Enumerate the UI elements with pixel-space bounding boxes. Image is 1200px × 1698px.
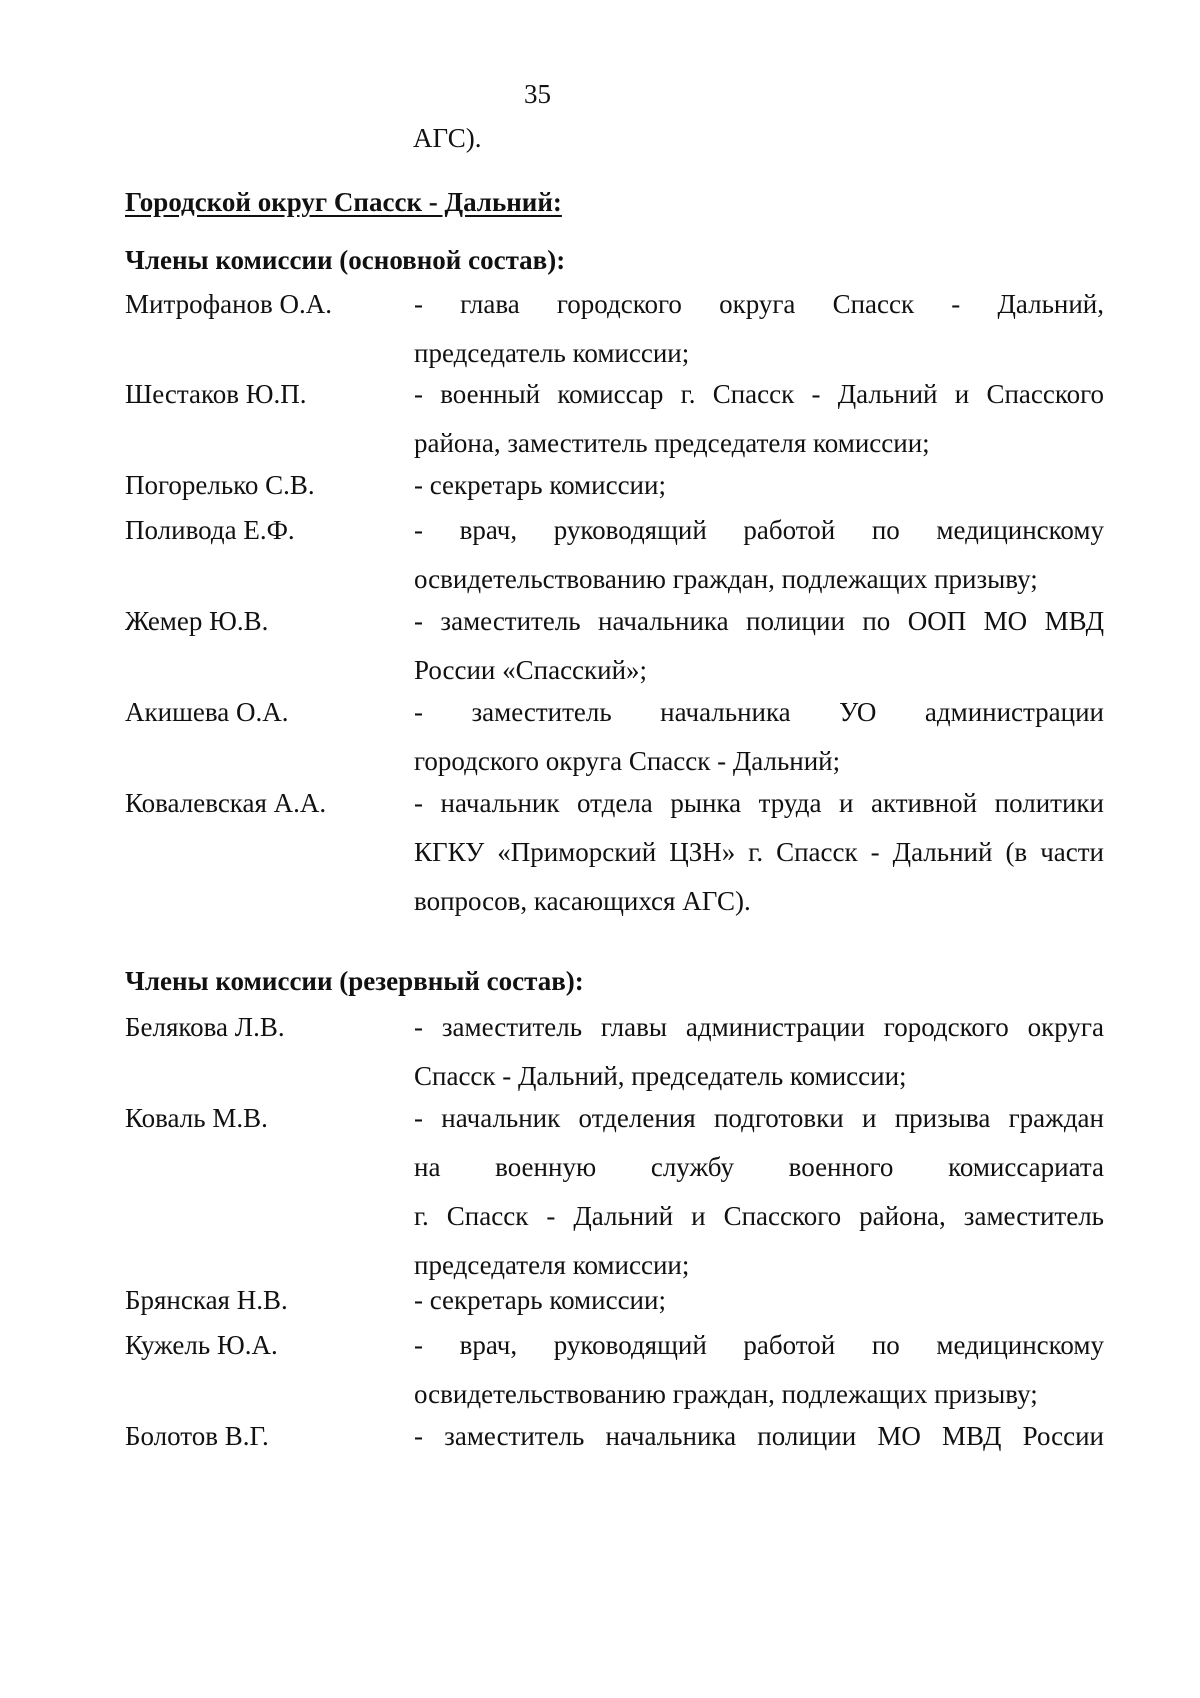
main-section-heading: Члены комиссии (основной состав): [125,245,566,275]
member-name: Болотов В.Г. [125,1421,269,1451]
page-number: 35 [524,79,551,109]
role-line: - начальник отдела рынка труда и активной политики [414,788,1104,818]
role-line: - врач, руководящий работой по медицинскому [414,515,1104,545]
member-entry [125,280,1105,378]
role-line: - заместитель начальника полиции МО МВД России [414,1421,1104,1451]
member-role [414,506,1104,604]
role-line: - врач, руководящий работой по медицинскому [414,1330,1104,1360]
member-name: Погорелько С.В. [125,470,315,500]
member-entry [125,461,1105,510]
member-name: Ковалевская А.А. [125,788,327,818]
member-role [414,688,1104,786]
role-line: г. Спасск - Дальний и Спасского района, заместитель [414,1201,1104,1231]
role-line: - заместитель главы администрации городского округа [414,1012,1104,1042]
role-line: района, заместитель председателя комиссии; [414,428,930,458]
role-line: - глава городского округа Спасск - Дальний, [414,289,1104,319]
role-line: - начальник отделения подготовки и призыва граждан [414,1103,1104,1133]
member-name: Шестаков Ю.П. [125,379,307,409]
member-entry [125,506,1105,604]
member-entry [125,779,1105,926]
role-line: председателя комиссии; [414,1250,690,1280]
member-role [414,1412,1104,1461]
member-role [414,461,1104,510]
member-name: Поливода Е.Ф. [125,515,295,545]
member-role [414,370,1104,468]
member-role [414,597,1104,695]
member-entry [125,1321,1105,1419]
member-entry [125,1412,1105,1461]
member-entry [125,1276,1105,1325]
member-name: Коваль М.В. [125,1103,268,1133]
role-line: освидетельствованию граждан, подлежащих призыву; [414,1379,1038,1409]
member-entry [125,370,1105,468]
reserve-section-heading: Члены комиссии (резервный состав): [125,966,584,996]
role-line: вопросов, касающихся АГС). [414,886,751,916]
member-name: Брянская Н.В. [125,1285,288,1315]
continuation-text: АГС). [413,123,482,153]
role-line: на военную службу военного комиссариата [414,1152,1104,1182]
role-line: председатель комиссии; [414,338,690,368]
role-line: городского округа Спасск - Дальний; [414,746,841,776]
member-entry [125,1003,1105,1101]
member-role [414,1003,1104,1101]
member-role [414,1276,1104,1325]
member-name: Акишева О.А. [125,697,289,727]
member-name: Белякова Л.В. [125,1012,285,1042]
district-heading: Городской округ Спасск - Дальний: [125,187,562,217]
role-line: - секретарь комиссии; [414,470,666,500]
role-line: - секретарь комиссии; [414,1285,666,1315]
role-line: - заместитель начальника полиции по ООП МО МВД [414,606,1104,636]
member-entry [125,688,1105,786]
member-name: Митрофанов О.А. [125,289,333,319]
role-line: - заместитель начальника УО администрации [414,697,1104,727]
member-role [414,779,1104,926]
member-role [414,1321,1104,1419]
role-line: освидетельствованию граждан, подлежащих призыву; [414,564,1038,594]
member-entry [125,1094,1105,1290]
member-role [414,1094,1104,1290]
member-name: Жемер Ю.В. [125,606,269,636]
role-line: - военный комиссар г. Спасск - Дальний и Спасского [414,379,1104,409]
role-line: России «Спасский»; [414,655,648,685]
member-role [414,280,1104,378]
member-name: Кужель Ю.А. [125,1330,278,1360]
member-entry [125,597,1105,695]
role-line: КГКУ «Приморский ЦЗН» г. Спасск - Дальний (в части [414,837,1104,867]
role-line: Спасск - Дальний, председатель комиссии; [414,1061,907,1091]
